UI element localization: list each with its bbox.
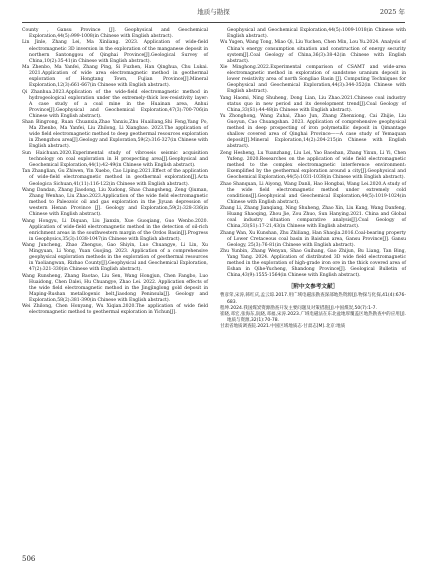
reference-entry: Zhu Yunbin, Zhang Wenyan, Shao Guihang, Gao Zhijun, Bu Liang, Tan Bing, Yang Yang. 2024. Application of distributed 3D wide field electromagnetic method in the exploration of high-grade iron ore in the thick covered area of Eshan in Qihe-Yucheng, Shandong Province[J]. Geological Bulletin of China,43(9):1555-1564(in Chinese with English abstract). (220, 249, 406, 279)
reference-entry: Wang Dandan, Zhang Jiaodong, Liu Xudong, Shao Changsheng, Zeng Qiuman, Zhang Wenhao, Liu Zhao.2023.Application of the wide field electromagnetic method to Paleozoic oil and gas exploration in the Jiyuan depression of western Henan Province [J]. Geology and Exploration,59(2):328-336(in Chinese with English abstract). (22, 187, 208, 218)
page-header (22, 6, 405, 23)
page-number: 506 (22, 555, 36, 563)
chinese-reference-entry: 曹彦荣,宋涛,韩红庆,孟云琼.2017.用广域电磁法勘查深部地热资源[J].物探与化探,41(4):676-683. (220, 293, 406, 305)
reference-entry: Wang Juncheng, Zhao Zhenguo, Gao Shiyin, Luo Chuangye, Li Lin, Xu Mingyuan, Li Yong, Yuan Guojing. 2023. Application of a comprehensive geophysical exploration methods in the exploration of geothermal resources in Yaoliangwan, Rizhao County[J].Geophysical and Geochemical Exploration, 47(2):321-330(in Chinese with English abstract). (22, 243, 208, 273)
reference-entry: Xie Minghong.2022.Experimental comparison of CSAMT and wide-area electromagnetic method in exploration of sandstone uranium deposit in lower resistivity area of north Songliao Basin [J]. Computing Techniques for Geophysical and Geochemical Exploration,44(3):344-352(in Chinese with English abstract). (220, 65, 406, 95)
reference-entry: Tan Zhanglian, Gu Zhiwen, Yin Xuebo, Cao Liping.2021.Effect of the application of wide-field electromagnetic method in geothermal exploration[J].Acta Geologica Sichuan,41(11):116-122(in Chinese with English abstract). (22, 169, 208, 187)
reference-entry: Zhao Shanquan, Li Aiyong, Wang Danli, Hao Hongbai, Wang Lei.2020.A study of the wide field electromagnetic method under extremely cold conditions[J].Geophysical and Geochemical Exploration,44(5):1019-1024(in Chinese with English abstract). (220, 181, 406, 205)
chinese-reference-entry: 甘肃省地质调查院.2021.中国区域地质志·甘肃志[M].北京:地质 (220, 323, 346, 329)
reference-continuation: Geophysical and Geochemical Exploration,44(5):1009-1018(in Chinese with English abstract). (227, 28, 406, 40)
reference-entry: Yu Zhonghong, Wang Zuhai, Zhao Jun, Zhang Zhenxiong, Cai Zhijie, Liu Guoyun, Cao Chuangshan. 2023. Application of comprehensive geophysical method in deep prospecting of iron polymetallic deposit in Qimantage shallow covered area of Qinghai Province——A case study of Yemaquan deposit[J].Mineral Exploration,14(2):204-215(in Chinese with English abstract). (220, 114, 406, 150)
reference-entry: Zeng Hesheng, Lu Yuanzhang, Liu Lei, Yao Baoshan, Zhang Yixun, Li Yi, Chen Yufeng. 2020.Researches on the application of wide field electromagnetic method to the complex electromagnetic interference environment: Exemplified by the geothermal exploration around a city[J].Geophysical and Geochemical Exploration,44(5):1031-1038(in Chinese with English abstract). (220, 150, 406, 181)
appendix-title: ［附中文参考文献］ (287, 284, 339, 291)
chinese-reference-list (220, 293, 406, 330)
right-reference-list (220, 40, 406, 279)
left-column (22, 28, 208, 317)
journal-year: 2025 年 (379, 8, 405, 16)
reference-entry: Ma Zhenbo, Ma Yanfei, Zhang Ping, Si Fuzhen, Han Qinghua, Chu Lukai. 2021.Application of wide area electromagnetic method in geothermal exploration of Hongtang Town, Fujian Province[J].Mineral Exploration,12(3):661-667(in Chinese with English abstract). (22, 65, 208, 89)
reference-entry: Sun Haichuan.2020.Experimental study of vibroseis seismic acquisition technology on coal exploration in H prospecting area[J].Geophysical and Geochemical Exploration,44(1):42-49(in Chinese with English abstract). (22, 150, 208, 168)
right-column (220, 28, 406, 330)
reference-entry: Lin Jinle, Zhang Lei, Ma Xinliang. 2023. Application of wide-field electromagnetic 3D inversion in the exploration of the manganese deposit in northern Santonggou of Qinghai Province[J].Geological Survey of China,10(2):35-41(in Chinese with English abstract). (22, 40, 208, 64)
reference-entry: Wu Yugen, Wang Tong, Miao Qi, Liu Yuchen, Chen Min, Lou Yu.2024. Analysis of China's energy consumption situation and construction of energy security system[J].Coal Geology of China,36(3):38-42(in Chinese with English abstract). (220, 40, 406, 64)
reference-entry: Shan Bingrong, Ruan Chuanxia,Zhao Yanxiu,Zhu Huailiang,Shi Feng,Yang Po, Ma Zhenbo, Ma Yanfei, Liu Zhilong, Li Xiangbao. 2023.The application of wide field electromagnetic method to deep geothermal resources exploration in Zhengzhou area[J].Geology and Exploration,59(2):316-327(in Chinese with English abstract). (22, 120, 208, 150)
chinese-reference-entry: 崔晓,邓宏,张海东,阮晓,邓福,宋涛.2023.广域电磁法在东北盆地厚覆盖区地热勘查中的应用[J].地质与资源,32(1):70-78. (220, 311, 406, 323)
reference-entry: Wang Runsheng, Zhang Baotao, Liu Sen, Wang Hongjun, Chen Fangbo, Luo Huaidong, Chen Dalei, Hu Chuangye, Zhao Lei. 2022. Application effects of the wide field electromagnetic method in the Jingjinglong gold deposit in Maping-Rushan metallogenic belt,Jiaodong Peninsula[J]. Geology and Exploration,58(2):381-390(in Chinese with English abstract). (22, 273, 208, 303)
reference-entry: Wei Zhilong, Chen Honyang, Wu Xiqian.2020.The application of wide field electromagnetic method to geothermal exploration in Yichun[J]. (22, 304, 208, 316)
reference-entry: Yang Haomi, Ning Shuheng, Dong Lian, Liu Zhao.2021.Chinese coal industry status quo in new period and its development trend[J].Coal Geology of China,33(S1):44-48(in Chinese with English abstract). (220, 95, 406, 113)
reference-entry: County , Gansu Province [J]. Geophysical and Geochemical Exploration,44(5):999-1008(in Chinese with English abstract). (22, 28, 208, 40)
reference-entry: Zhang Li, Zhang Jianqiang, Ning Shuheng, Zhao Xin, Liu Kang, Wang Danfeng, Huang Shaoqing, Zhou Jie, Zou Zhuo, Sun Hanying.2021. China and Global coal industry situation comparative analysis[J].Coal Geology of China,33(S1):17-21,43(in Chinese with English abstract). (220, 206, 406, 230)
reference-entry: Wang Hongyu, Li Diquan, Liu Jianxin, Xue Guoqiang, Guo Wenbo.2020. Application of wide-field electromagnetic method in the detection of oil-rich enrichment areas in the southwestern margin of the Ordos Basin[J].Progress in Geophysics,35(3):1038-1047(in Chinese with English abstract). (22, 218, 208, 242)
reference-entry: Zhang Wan, Xu Kunshan, Zhu Zhiliang, Han Shaojia.2016.Coal-bearing property of Lower Cretaceous coal basin in Baishan area, Gansu Province[J]. Gansu Geology, 25(3):76-81(in Chinese with English abstract). (220, 230, 406, 248)
journal-name: 地质与勘探 (197, 8, 230, 16)
chinese-reference-entry: 程坤.2024.我国煤炭资源勘查开发主要问题及对策措施[J].中国煤炭,50(7):1-7. (220, 305, 377, 311)
reference-entry: Qi Zhanhua.2023.Application of the wide-field electromagnetic method in hydrogeological exploration under the extremely-thick low-resistivity layer: A case study of a coal mine in the Huainan area, Anhui Province[J].Geophysical and Geochemical Exploration,47(3):700-706(in Chinese with English abstract). (22, 89, 208, 119)
